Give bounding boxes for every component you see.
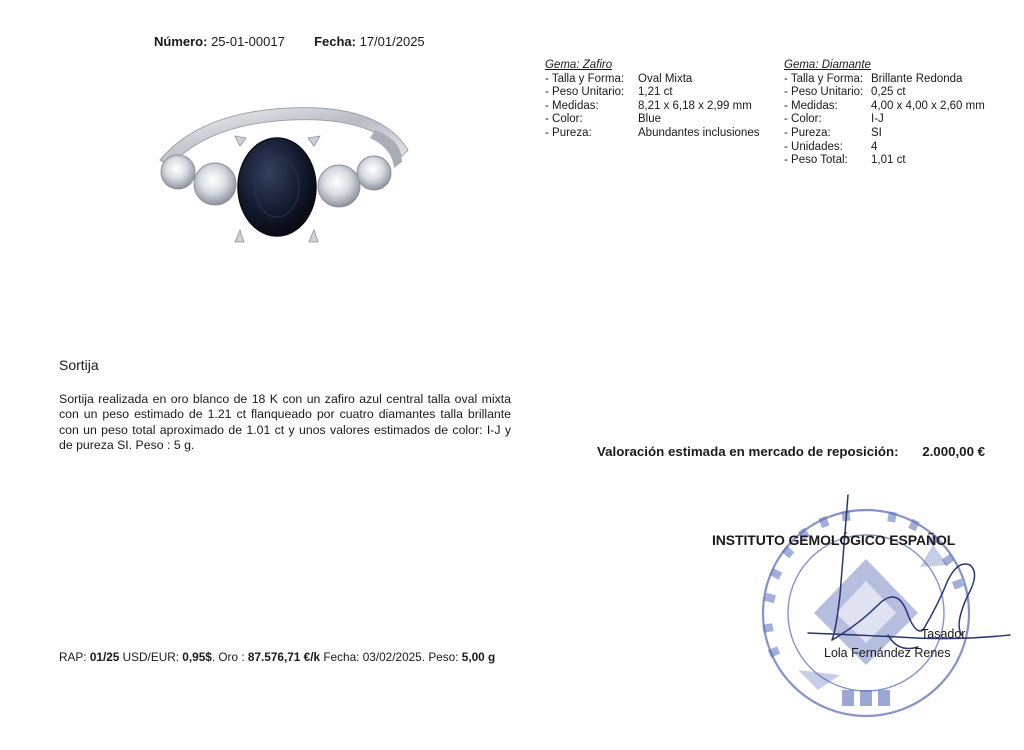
spec-row: - Color: Blue (545, 113, 662, 126)
spec-row: - Pureza: Abundantes inclusiones (545, 126, 760, 139)
rap-value: 01/25 (89, 650, 120, 664)
numero-value: 25-01-00017 (211, 34, 285, 49)
institute-name: INSTITUTO GEMOLÓGICO ESPAÑOL (712, 532, 956, 548)
spec-row: - Peso Unitario: 1,21 ct (545, 86, 673, 99)
appraiser-name: Lola Fernández Renes (824, 646, 951, 660)
sapphire-spec-title: Gema: Zafiro (545, 59, 613, 71)
item-description: Sortija realizada en oro blanco de 18 K con un zafiro azul central talla oval mixta con un peso estimado de 1.21 ct flanqueado por cuatro diamantes talla brillante con un peso total aproximado de 1.01 ct y unos valores estimados de color: I-J y de pureza SI. Peso : 5 g. (59, 392, 511, 453)
oro-value: 87.576,71 €/k (247, 650, 321, 664)
ring-photo (140, 90, 430, 260)
footer-fecha-value: 03/02/2025. (362, 650, 426, 664)
spec-row: - Medidas: 8,21 x 6,18 x 2,99 mm (545, 99, 752, 112)
footer-fecha-label: Fecha: (323, 650, 360, 664)
spec-row: - Unidades: 4 (784, 140, 878, 153)
spec-row: - Peso Unitario: 0,25 ct (784, 86, 906, 99)
spec-row: - Medidas: 4,00 x 4,00 x 2,60 mm (784, 99, 985, 112)
usd-label: USD/EUR: (122, 650, 180, 664)
item-title: Sortija (59, 357, 99, 373)
diamond-spec-title: Gema: Diamante (784, 59, 871, 71)
spec-row: - Color: I-J (784, 113, 884, 126)
sapphire-spec-table (545, 59, 759, 141)
spec-row: - Peso Total: 1,01 ct (784, 154, 906, 167)
fecha-label: Fecha: (314, 34, 356, 49)
valuation-value: 2.000,00 € (922, 444, 986, 459)
numero-label: Número: (154, 34, 208, 49)
footer-line (59, 650, 495, 664)
peso-label: Peso: (428, 650, 459, 664)
spec-row: - Pureza: SI (784, 126, 882, 139)
valuation-label: Valoración estimada en mercado de reposición: (597, 444, 899, 459)
valuation-line (597, 444, 985, 459)
oro-label: . Oro : (211, 650, 245, 664)
usd-value: 0,95$ (182, 650, 212, 664)
institute-stamp (748, 485, 1013, 720)
fecha-value: 17/01/2025 (359, 34, 425, 49)
peso-value: 5,00 g (461, 650, 496, 664)
spec-row: - Talla y Forma: Oval Mixta (545, 72, 693, 85)
appraiser-role: Tasador (921, 627, 966, 641)
diamond-spec-table (784, 59, 985, 168)
spec-row: - Talla y Forma: Brillante Redonda (784, 72, 963, 85)
rap-label: RAP: (59, 650, 87, 664)
document-header (154, 34, 425, 49)
